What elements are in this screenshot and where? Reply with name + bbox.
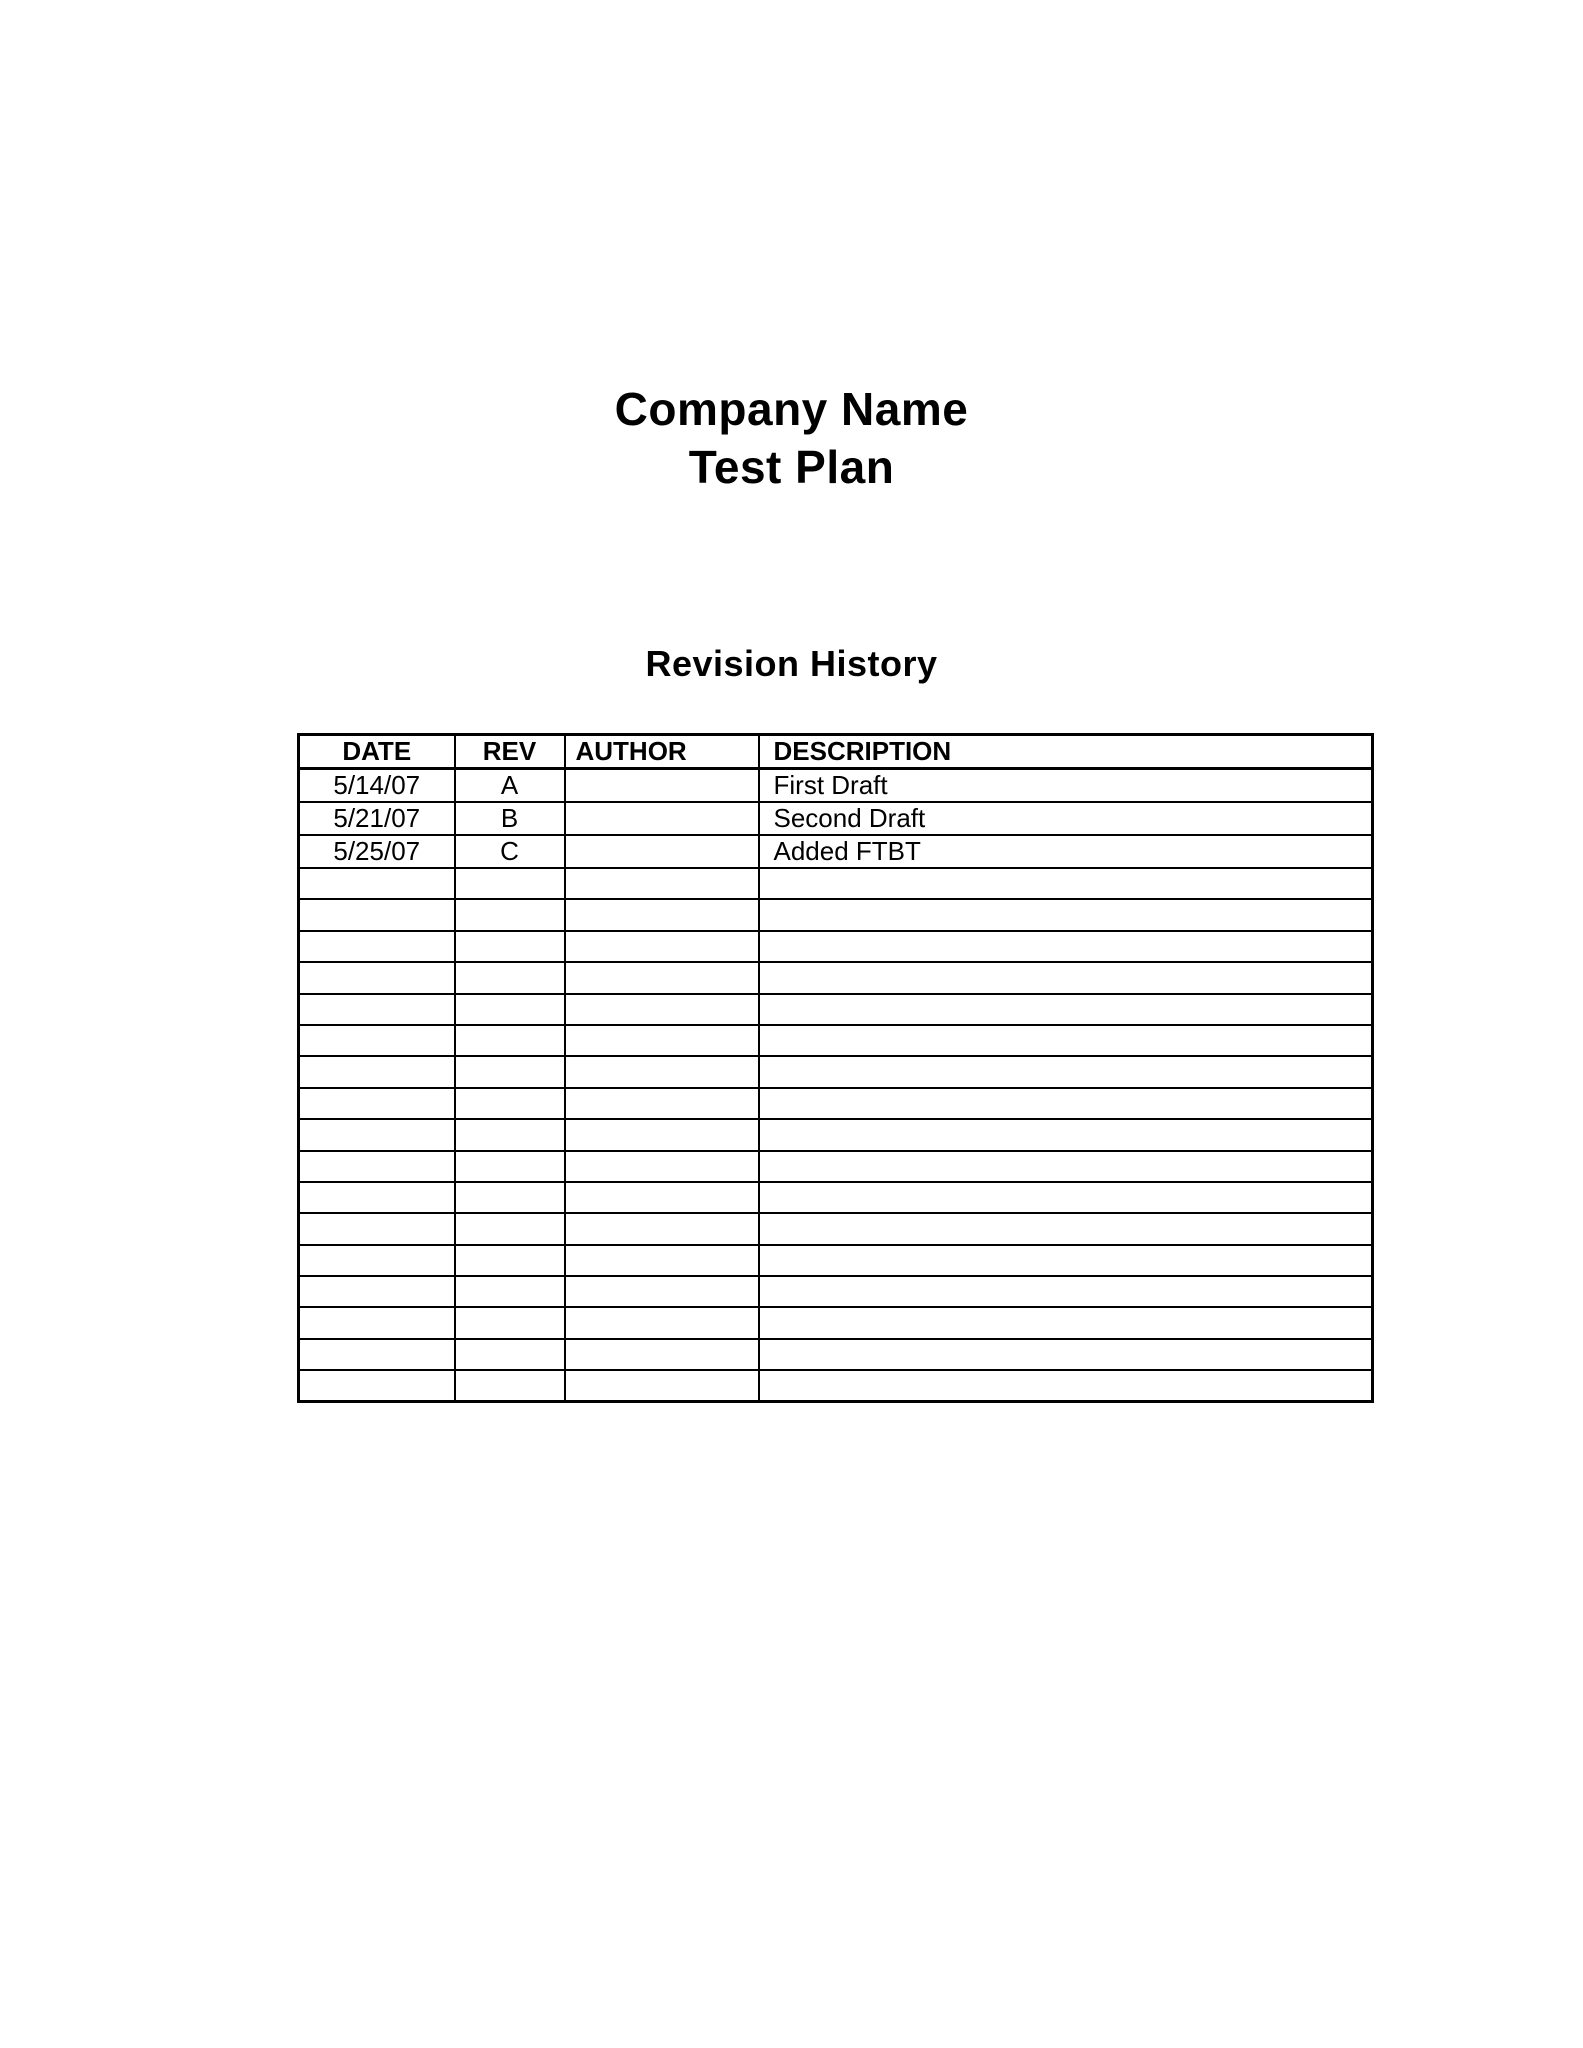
- company-name-title: Company Name: [614, 383, 969, 435]
- column-header-description: DESCRIPTION: [759, 735, 1373, 769]
- cell-rev: [455, 994, 565, 1025]
- empty-row: [299, 1307, 1373, 1338]
- cell-rev: [455, 1088, 565, 1119]
- revision-row: [299, 802, 1373, 835]
- cell-description: [759, 1119, 1373, 1150]
- cell-date: [299, 868, 455, 899]
- cell-rev: [455, 1245, 565, 1276]
- empty-row: [299, 994, 1373, 1025]
- cell-author: [565, 769, 759, 803]
- cell-author: [565, 835, 759, 868]
- empty-row: [299, 962, 1373, 993]
- cell-description: [759, 1025, 1373, 1056]
- empty-row: [299, 1245, 1373, 1276]
- cell-date: [299, 1119, 455, 1150]
- cell-description: [759, 1276, 1373, 1307]
- cell-author: [565, 868, 759, 899]
- empty-row: [299, 1151, 1373, 1182]
- cell-author: [565, 1276, 759, 1307]
- table-body: [299, 769, 1373, 1402]
- cell-rev: [455, 1056, 565, 1087]
- cell-description: [759, 994, 1373, 1025]
- cell-date: [299, 1056, 455, 1087]
- cell-description: [759, 1339, 1373, 1370]
- cell-description: [759, 1182, 1373, 1213]
- cell-date: [299, 1182, 455, 1213]
- revision-history-heading: Revision History: [645, 643, 938, 684]
- cell-description: [759, 899, 1373, 930]
- test-plan-title: Test Plan: [688, 441, 895, 493]
- cell-date: [299, 899, 455, 930]
- revision-history-table: [297, 733, 1374, 1403]
- cell-date: [299, 1339, 455, 1370]
- cell-rev: C: [455, 835, 565, 868]
- cell-author: [565, 1025, 759, 1056]
- cell-rev: [455, 1307, 565, 1338]
- cell-rev: [455, 1182, 565, 1213]
- cell-author: [565, 1213, 759, 1244]
- empty-row: [299, 1370, 1373, 1401]
- cell-rev: [455, 1213, 565, 1244]
- table-header-row: [299, 735, 1373, 769]
- cell-description: [759, 1151, 1373, 1182]
- cell-date: 5/25/07: [299, 835, 455, 868]
- cell-rev: [455, 962, 565, 993]
- column-header-date: DATE: [299, 735, 455, 769]
- cell-description: Added FTBT: [759, 835, 1373, 868]
- cell-date: [299, 931, 455, 962]
- cell-rev: [455, 1370, 565, 1401]
- cell-description: [759, 1213, 1373, 1244]
- cell-description: [759, 868, 1373, 899]
- empty-row: [299, 899, 1373, 930]
- empty-row: [299, 868, 1373, 899]
- revision-row: [299, 835, 1373, 868]
- cell-description: Second Draft: [759, 802, 1373, 835]
- cell-date: [299, 962, 455, 993]
- cell-rev: A: [455, 769, 565, 803]
- cell-date: [299, 1088, 455, 1119]
- cell-author: [565, 994, 759, 1025]
- document-title-block: [0, 380, 1583, 496]
- cell-author: [565, 1339, 759, 1370]
- cell-description: [759, 1088, 1373, 1119]
- cell-author: [565, 1151, 759, 1182]
- cell-description: [759, 962, 1373, 993]
- empty-row: [299, 1119, 1373, 1150]
- empty-row: [299, 1213, 1373, 1244]
- cell-author: [565, 962, 759, 993]
- cell-date: [299, 1025, 455, 1056]
- cell-author: [565, 899, 759, 930]
- cell-rev: [455, 1151, 565, 1182]
- cell-author: [565, 1088, 759, 1119]
- cell-author: [565, 802, 759, 835]
- cell-date: [299, 994, 455, 1025]
- cell-date: [299, 1151, 455, 1182]
- cell-author: [565, 931, 759, 962]
- empty-row: [299, 1182, 1373, 1213]
- cell-author: [565, 1119, 759, 1150]
- cell-rev: [455, 868, 565, 899]
- cell-rev: [455, 931, 565, 962]
- cell-rev: [455, 899, 565, 930]
- empty-row: [299, 931, 1373, 962]
- cell-rev: [455, 1025, 565, 1056]
- cell-author: [565, 1245, 759, 1276]
- cell-date: 5/21/07: [299, 802, 455, 835]
- cell-rev: [455, 1339, 565, 1370]
- cell-date: [299, 1213, 455, 1244]
- cell-date: 5/14/07: [299, 769, 455, 803]
- cell-description: [759, 1245, 1373, 1276]
- empty-row: [299, 1056, 1373, 1087]
- cell-rev: [455, 1119, 565, 1150]
- column-header-rev: REV: [455, 735, 565, 769]
- cell-author: [565, 1056, 759, 1087]
- cell-description: [759, 931, 1373, 962]
- cell-date: [299, 1307, 455, 1338]
- cell-description: [759, 1370, 1373, 1401]
- cell-rev: B: [455, 802, 565, 835]
- cell-date: [299, 1245, 455, 1276]
- cell-author: [565, 1182, 759, 1213]
- cell-description: First Draft: [759, 769, 1373, 803]
- cell-description: [759, 1307, 1373, 1338]
- cell-description: [759, 1056, 1373, 1087]
- revision-row: [299, 769, 1373, 803]
- empty-row: [299, 1276, 1373, 1307]
- cell-date: [299, 1370, 455, 1401]
- cell-author: [565, 1370, 759, 1401]
- empty-row: [299, 1025, 1373, 1056]
- empty-row: [299, 1339, 1373, 1370]
- column-header-author: AUTHOR: [565, 735, 759, 769]
- cell-author: [565, 1307, 759, 1338]
- cell-date: [299, 1276, 455, 1307]
- empty-row: [299, 1088, 1373, 1119]
- cell-rev: [455, 1276, 565, 1307]
